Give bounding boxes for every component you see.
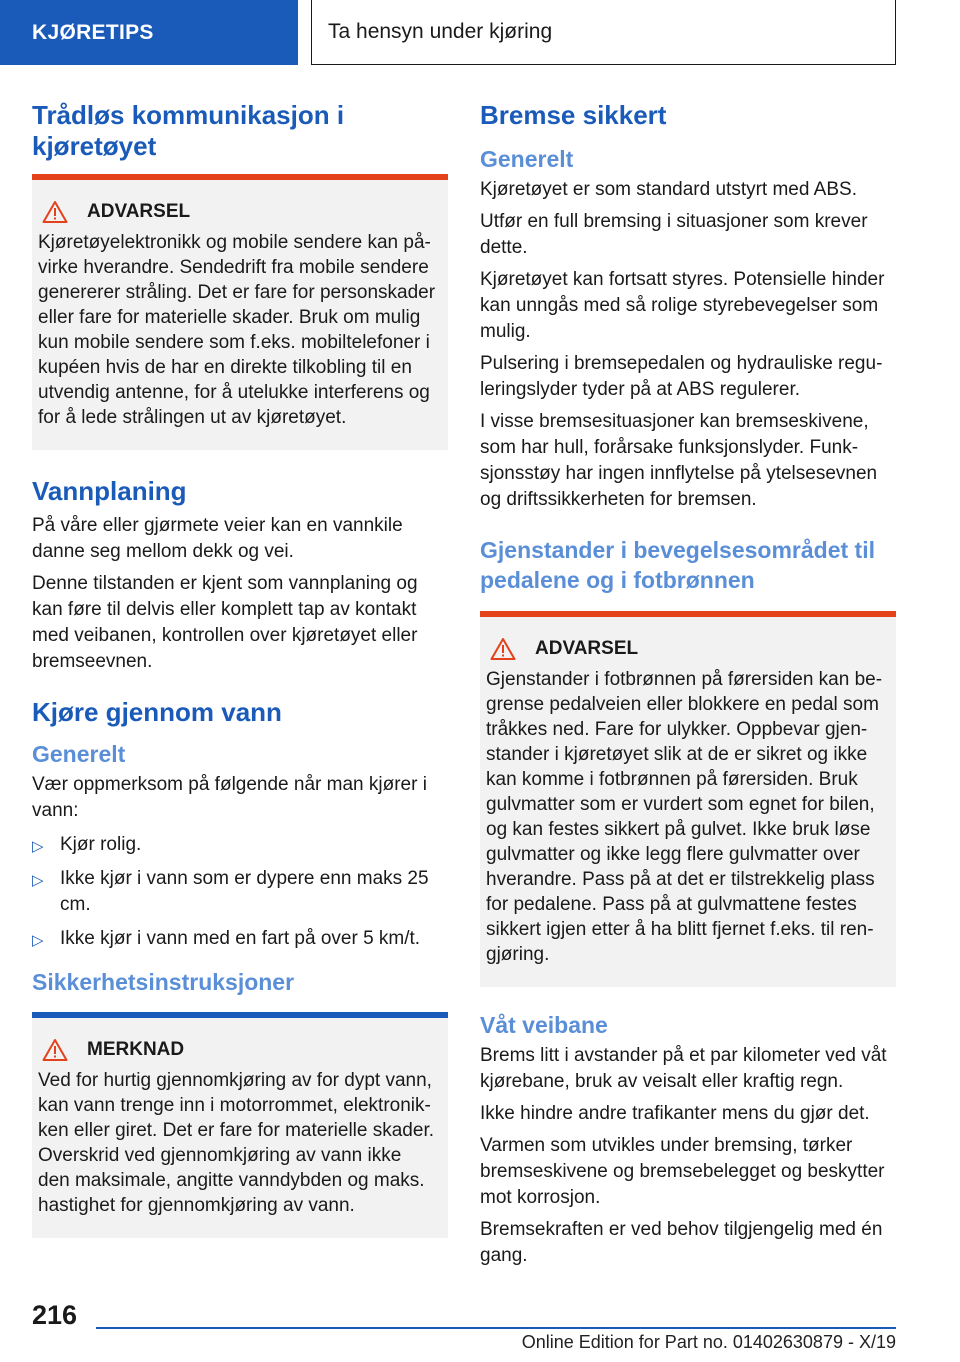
heading-aquaplaning: Vannplaning <box>32 476 187 506</box>
brake-p2: Utfør en full bremsing i situasjoner som krever dette. <box>480 211 868 258</box>
section-label: KJØRETIPS <box>32 20 154 44</box>
note-title <box>38 1038 438 1062</box>
bullet-triangle-icon: ▷ <box>32 872 44 889</box>
heading-water: Kjøre gjennom vann <box>32 697 282 727</box>
subheading-objects: Gjenstander i bevegelsesområdet til pedalene og i fotbrønnen <box>480 537 875 593</box>
heading-wireless: Trådløs kommunikasjon i kjøretøyet <box>32 100 345 161</box>
wet-p2: Ikke hindre andre trafikanter mens du gjør det. <box>480 1103 870 1124</box>
list-item: ▷ Kjør rolig. <box>32 832 448 858</box>
subheading-general-water: Generelt <box>32 741 126 767</box>
brake-p3: Kjøretøyet kan fortsatt styres. Potensielle hinder kan unngås med så rolige styrebevegelser som mulig. <box>480 269 885 342</box>
wet-p1: Brems litt i avstander på et par kilometer ved våt kjørebane, bruk av veisalt eller kraftig regn. <box>480 1045 887 1092</box>
wet-p4: Bremsekraften er ved behov tilgjengelig med én gang. <box>480 1219 883 1266</box>
footer-divider <box>96 1327 896 1329</box>
warning-text: Gjenstander i fotbrønnen på førersiden kan begrense pedalveien eller blokkere en pedal som tråkkes ned. Fare for ulykker. Oppbevar gjenstander i kjøretøyet slik at de er sikret og ikke kan komme i fotbrønnen på førersiden. Bruk gulvmatter som er vurdert som egnet for bilen, og kan festes sikkert på gulvet. Ikke bruk løse gulvmatter og ikke legg flere gulvmatter over hverandre. Pass på at det er tilstrekkelig plass for pedalene. Pass på at gulvmattene festes sikkert igjen etter å ha blitt fjernet f.eks. til rengjøring. <box>486 669 883 965</box>
warning-title <box>38 200 438 224</box>
warning-triangle-icon <box>42 1038 68 1062</box>
wet-p3: Varmen som utvikles under bremsing, tørker bremseskivene og bremsebelegget og beskytter mot korrosjon. <box>480 1135 885 1208</box>
note-label: MERKNAD <box>87 1039 185 1060</box>
section-tab <box>0 0 298 65</box>
brake-p4: Pulsering i bremsepedalen og hydrauliske reguleringslyder tyder på at ABS regulerer. <box>480 353 883 400</box>
page-header <box>311 0 896 65</box>
subheading-general-brake: Generelt <box>480 146 574 172</box>
water-p1: Vær oppmerksom på følgende når man kjører i vann: <box>32 774 427 821</box>
warning-box-wireless <box>32 174 448 450</box>
warning-label: ADVARSEL <box>535 638 639 659</box>
warning-label: ADVARSEL <box>87 201 191 222</box>
aquaplaning-p1: På våre eller gjørmete veier kan en vannkile danne seg mellom dekk og vei. <box>32 515 403 562</box>
brake-p5: I visse bremsesituasjoner kan bremseskivene, som har hull, forårsake funksjonslyder. Funksjonsstøy har ingen innflytelse på ytelsesevnen og driftssikkerheten for bremsen. <box>480 411 878 510</box>
footer-edition: Online Edition for Part no. 01402630879 - X/19 <box>521 1332 896 1352</box>
header-title: Ta hensyn under kjøring <box>328 20 553 43</box>
bullet-triangle-icon: ▷ <box>32 932 44 949</box>
warning-text: Kjøretøyelektronikk og mobile sendere kan påvirke hverandre. Sendedrift fra mobile sendere genererer stråling. Det er fare for personskader eller fare for materielle skader. Bruk om mulig kun mobile sendere som f.eks. mobiltelefoner i kupéen hvis de har en direkte tilkobling til en utvendig antenne, for å utelukke interferens og for å lede strålingen ut av kjøretøyet. <box>38 232 436 428</box>
water-bullet-list <box>32 832 448 952</box>
subheading-wet-road: Våt veibane <box>480 1012 608 1038</box>
subheading-safety: Sikkerhetsinstruksjoner <box>32 969 295 995</box>
right-column <box>480 100 896 1269</box>
list-item: ▷ Ikke kjør i vann som er dypere enn maks 25 cm. <box>32 868 429 915</box>
warning-triangle-icon <box>490 637 516 661</box>
bullet-triangle-icon: ▷ <box>32 838 44 855</box>
left-column <box>32 100 448 1238</box>
heading-brake: Bremse sikkert <box>480 100 667 130</box>
warning-box-pedals <box>480 611 896 987</box>
note-text: Ved for hurtig gjennomkjøring av for dypt vann, kan vann trenge inn i motorrommet, elektronikken eller giret. Det er fare for materielle skader. Overskrid ved gjennomkjøring av vann ikke den maksimale, angitte vanndybden og maks. hastighet for gjennomkjøring av vann. <box>38 1070 435 1216</box>
aquaplaning-p2: Denne tilstanden er kjent som vannplaning og kan føre til delvis eller komplett tap av kontakt med veibanen, kontrollen over kjøretøyet eller bremseevnen. <box>32 573 418 672</box>
warning-title <box>486 637 886 661</box>
warning-triangle-icon <box>42 200 68 224</box>
page-number: 216 <box>32 1300 78 1330</box>
note-box-water <box>32 1012 448 1238</box>
list-item: ▷ Ikke kjør i vann med en fart på over 5 km/t. <box>32 926 448 952</box>
brake-p1: Kjøretøyet er som standard utstyrt med ABS. <box>480 179 857 200</box>
